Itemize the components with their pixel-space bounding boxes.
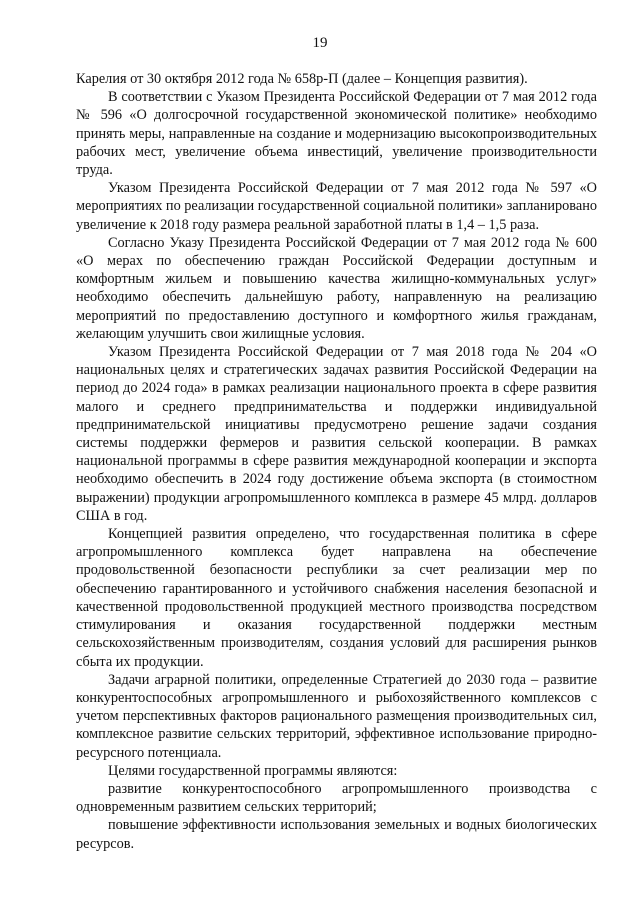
paragraph-decree-597: Указом Президента Российской Федерации от 7 мая 2012 года № 597 «О мероприятиях по реализации государственной социальной политики» запланировано увеличение к 2018 году размера реальной заработной платы в 1,4 – 1,5 раза. bbox=[76, 180, 598, 233]
paragraph-goal-2: повышение эффективности использования земельных и водных биологических ресурсов. bbox=[76, 817, 597, 852]
paragraph-continuation: Карелия от 30 октября 2012 года № 658р-П (далее – Концепция развития). bbox=[76, 71, 528, 87]
paragraph-goal-1: развитие конкурентоспособного агропромышленного производства с одновременным развитием сельских территорий; bbox=[76, 780, 597, 816]
document-body bbox=[76, 70, 597, 853]
page-number: 19 bbox=[312, 35, 328, 51]
paragraph-decree-204: Указом Президента Российской Федерации от 7 мая 2018 года № 204 «О национальных целях и стратегических задачах развития Российской Федерации на период до 2024 года» в рамках реализации национального проекта в сфере развития малого и среднего предпринимательства и поддержки индивидуальной предпринимательской инициативы предусмотрено решение задачи создания системы поддержки фермеров и развития сельской кооперации. В рамках национальной программы в сфере развития международной кооперации и экспорта необходимо обеспечить в 2024 году достижение объема экспорта (в стоимостном выражении) продукции агропромышленного комплекса в размере 45 млрд. долларов США в год. bbox=[76, 344, 597, 524]
paragraph-decree-600: Согласно Указу Президента Российской Федерации от 7 мая 2012 года № 600 «О мерах по обеспечению граждан Российской Федерации доступным и комфортным жильем и повышению качества жилищно-коммунальных услуг» необходимо обеспечить дальнейшую работу, направленную на реализацию мероприятий по предоставлению доступного и комфортного жилья гражданам, желающим улучшить свои жилищные условия. bbox=[76, 234, 597, 342]
paragraph-decree-596: В соответствии с Указом Президента Российской Федерации от 7 мая 2012 года № 596 «О долгосрочной государственной экономической политике» необходимо принять меры, направленные на создание и модернизацию высокопроизводительных рабочих мест, увеличение объема инвестиций, увеличение производительности труда. bbox=[76, 89, 597, 179]
paragraph-concept: Концепцией развития определено, что государственная политика в сфере агропромышленного комплекса будет направлена на обеспечение продовольственной безопасности республики за счет реализации мер по обеспечению гарантированного и устойчивого снабжения населения безопасной и качественной продовольственной продукцией местного производства посредством стимулирования и оказания государственной поддержки местным сельскохозяйственным производителям, создания условий для расширения рынков сбыта их продукции. bbox=[76, 526, 597, 670]
paragraph-goals-intro: Целями государственной программы являются: bbox=[108, 762, 398, 779]
paragraph-agrarian-tasks: Задачи аграрной политики, определенные Стратегией до 2030 года – развитие конкурентоспособных агропромышленного и рыбохозяйственного комплексов с учетом перспективных факторов рационального размещения производительных сил, комплексное развитие сельских территорий, эффективное использование природно-ресурсного потенциала. bbox=[76, 671, 597, 761]
